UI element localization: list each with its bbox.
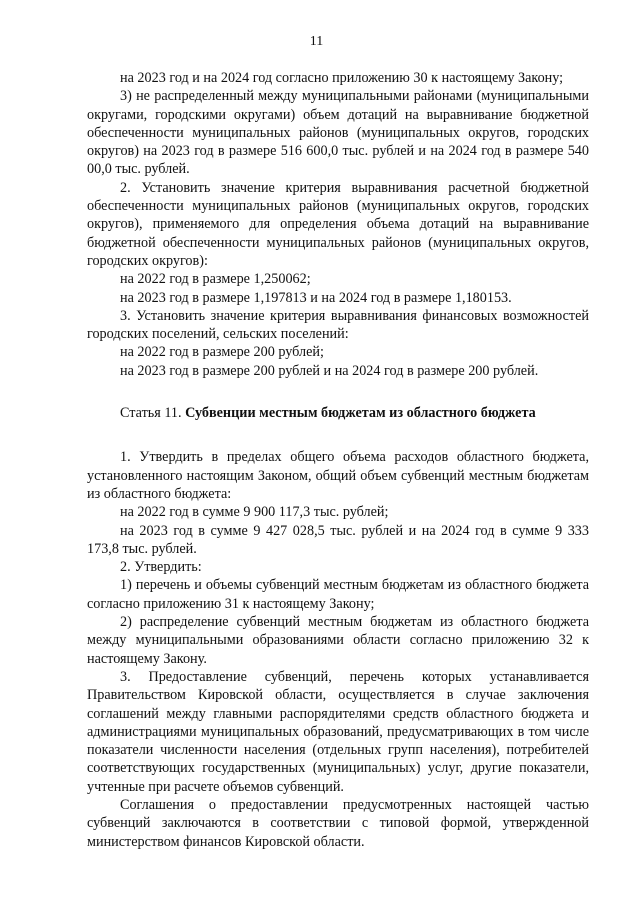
page-number: 11 (309, 34, 324, 49)
paragraph: 2. Утвердить: (120, 559, 202, 576)
paragraph: на 2022 год в размере 200 рублей; (120, 344, 324, 361)
paragraph: на 2023 год и на 2024 год согласно приложению 30 к настоящему Закону; (120, 70, 564, 86)
paragraph: на 2023 год в размере 1,197813 и на 2024 год в размере 1,180153. (120, 289, 512, 306)
article-heading (87, 404, 589, 422)
paragraph: 1) перечень и объемы субвенций местным бюджетам из областного бюджета согласно приложению 31 к настоящему Закону; (87, 577, 589, 612)
article-title: Субвенции местным бюджетам из областного бюджета (185, 405, 536, 422)
paragraph: на 2022 год в размере 1,250062; (120, 271, 311, 288)
paragraph: 3. Предоставление субвенций, перечень которых устанавливается Правительством Кировской области, осуществляется в случае заключения соглашений между главными распорядителями средств областного бюджета и администрациями муниципальных образований, предусматривающих в том числе показатели численности населения (отдельных групп населения), потребителей соответствующих государственных (муниципальных) услуг, другие показатели, учтенные при расчете объемов субвенций. (87, 668, 589, 795)
paragraph: на 2023 год в сумме 9 427 028,5 тыс. рублей и на 2024 год в сумме 9 333 173,8 тыс. рублей. (87, 522, 589, 557)
paragraph: 2. Установить значение критерия выравнивания расчетной бюджетной обеспеченности муниципальных районов (муниципальных округов, городских округов), применяемого для определения объема дотаций на выравнивание бюджетной обеспеченности муниципальных районов (муниципальных округов, городских округов): (87, 179, 589, 269)
paragraph: 3) не распределенный между муниципальными районами (муниципальными округами, городскими округами) объем дотаций на выравнивание бюджетной обеспеченности муниципальных районов (муниципальных округов, городских округов) на 2023 год в размере 516 600,0 тыс. рублей и на 2024 год в размере 540 00,0 тыс. рублей. (87, 88, 589, 178)
document-body (87, 69, 589, 851)
paragraph: Соглашения о предоставлении предусмотренных настоящей частью субвенций заключаются в соответствии с типовой формой, утвержденной министерством финансов Кировской области. (87, 796, 589, 850)
paragraph: на 2023 год в размере 200 рублей и на 2024 год в размере 200 рублей. (120, 362, 539, 379)
paragraph: 1. Утвердить в пределах общего объема расходов областного бюджета, установленного настоящим Законом, общий объем субвенций местным бюджетам из областного бюджета: (87, 449, 589, 502)
paragraph: 3. Установить значение критерия выравнивания финансовых возможностей городских поселений, сельских поселений: (87, 307, 589, 343)
article-prefix: Статья 11. (120, 405, 182, 422)
paragraph: 2) распределение субвенций местным бюджетам из областного бюджета между муниципальными образованиями области согласно приложению 32 к настоящему Закону. (87, 614, 589, 667)
paragraph: на 2022 год в сумме 9 900 117,3 тыс. рублей; (120, 504, 389, 521)
